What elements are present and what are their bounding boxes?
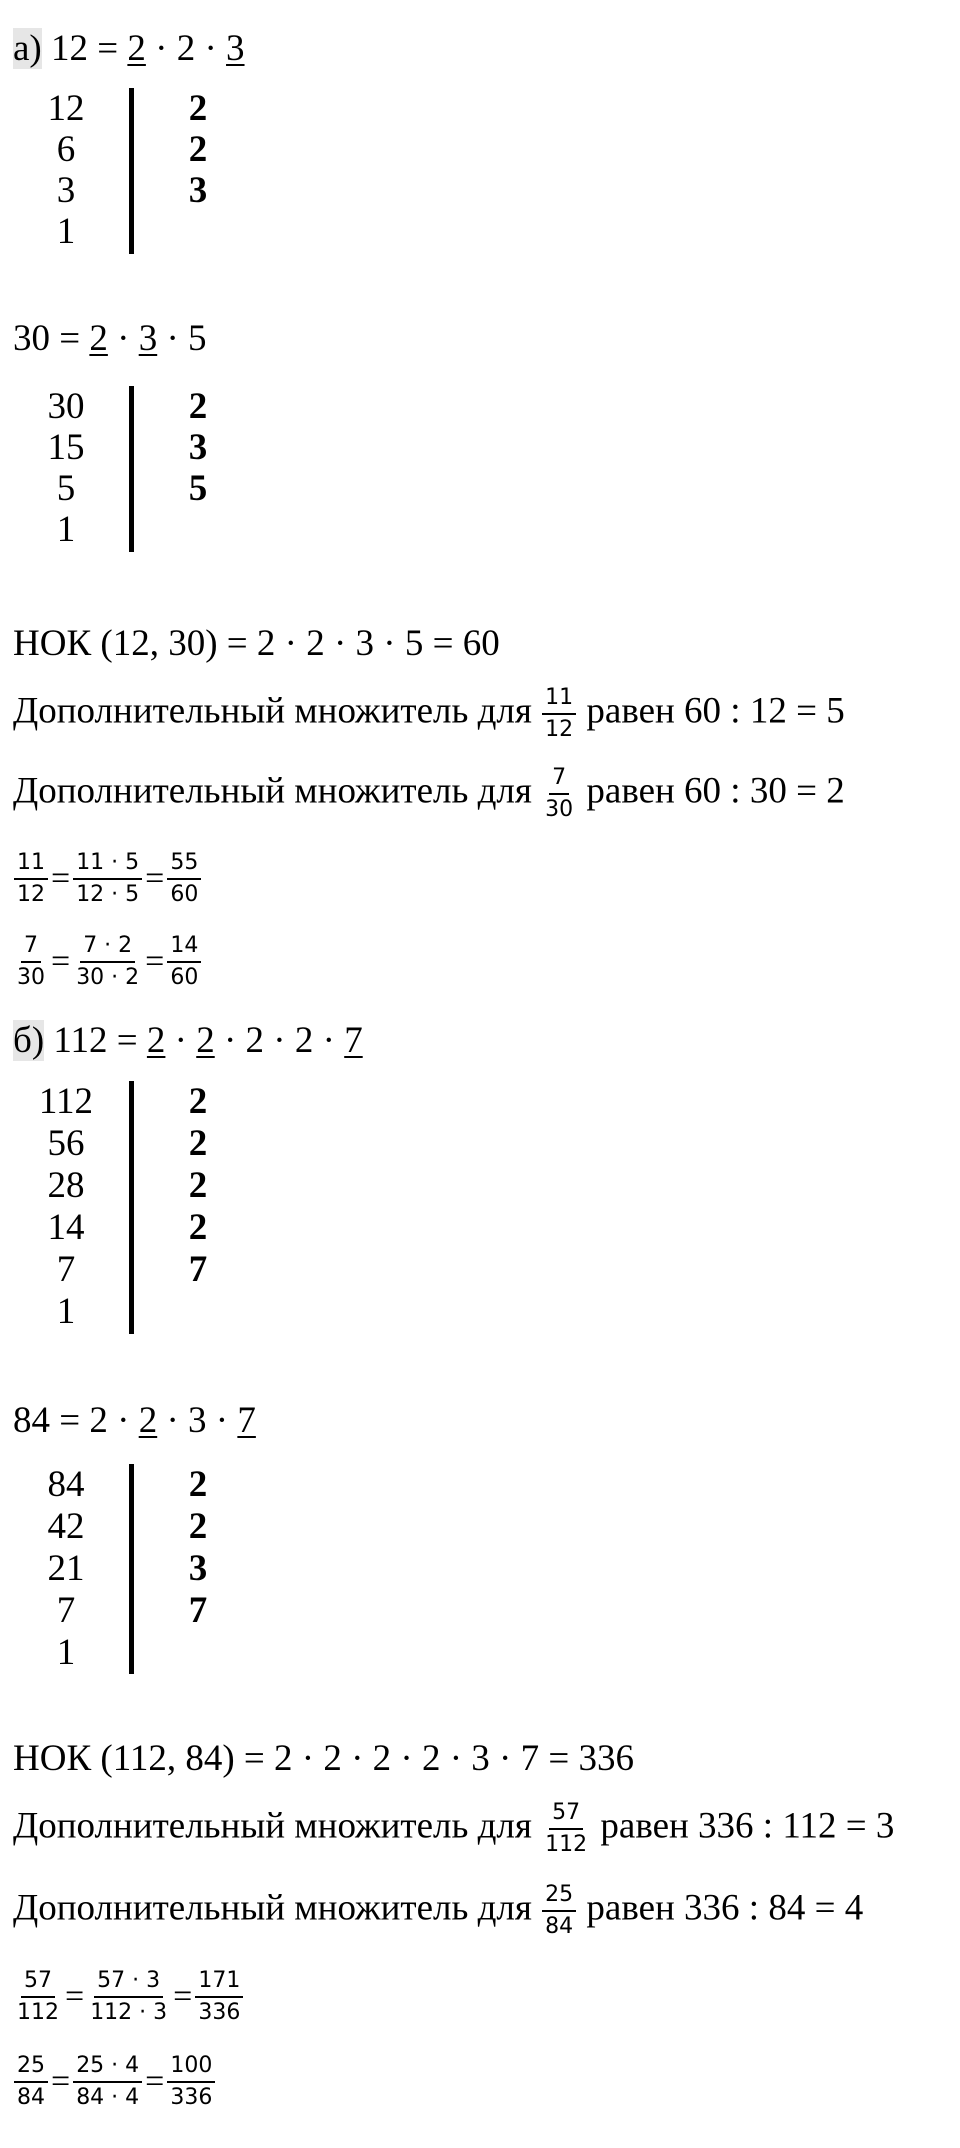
division-bar: [129, 88, 134, 254]
extra-factor-11-12: Дополнительный множитель для $\frac{11}{12}$ равен 60 : 12 = 5: [13, 685, 845, 742]
part-a-label: а): [13, 28, 42, 69]
equation-7-30: $\frac{7}{30}$ = $\frac{7 \cdot 2}{30 \cdot 2}$ = $\frac{14}{60}$: [13, 933, 202, 991]
division-table-12: 12 6 3 1 2 2 3: [47, 88, 208, 252]
factorization-30: 30 = 2 · 3 · 5: [13, 318, 207, 359]
division-table-112: 112 56 28 14 7 1 2 2 2 2 7: [38, 1081, 208, 1332]
equation-25-84: $\frac{25}{84}$ = $\frac{25 \cdot 4}{84 \cdot 4}$ = $\frac{100}{336}$: [13, 2053, 216, 2111]
factorization-112: б) 112 = 2 · 2 · 2 · 2 · 7: [13, 1020, 363, 1061]
division-bar: [129, 1464, 134, 1674]
factorization-84: 84 = 2 · 2 · 3 · 7: [13, 1400, 256, 1441]
fraction: $\frac{7}{30}$: [545, 765, 574, 822]
equation-11-12: $\frac{11}{12}$ = $\frac{11 \cdot 5}{12 \cdot 5}$ = $\frac{55}{60}$: [13, 850, 202, 908]
extra-factor-57-112: Дополнительный множитель для $\frac{57}{112}$ равен 336 : 112 = 3: [13, 1800, 895, 1857]
lcm-12-30: НОК (12, 30) = 2 · 2 · 3 · 5 = 60: [13, 623, 500, 664]
equation-57-112: $\frac{57}{112}$ = $\frac{57 \cdot 3}{112 \cdot 3}$ = $\frac{171}{336}$: [13, 1968, 244, 2026]
extra-factor-25-84: Дополнительный множитель для $\frac{25}{84}$ равен 336 : 84 = 4: [13, 1882, 864, 1939]
lcm-112-84: НОК (112, 84) = 2 · 2 · 2 · 2 · 3 · 7 = 336: [13, 1738, 634, 1779]
division-table-30: 30 15 5 1 2 3 5: [47, 386, 208, 550]
fraction: $\frac{11}{12}$: [542, 685, 576, 743]
division-bar: [129, 386, 134, 552]
part-b-label: б): [13, 1020, 45, 1061]
factorization-12: а) 12 = 2 · 2 · 3: [13, 28, 245, 69]
extra-factor-7-30: Дополнительный множитель для $\frac{7}{30}$ равен 60 : 30 = 2: [13, 765, 845, 822]
division-bar: [129, 1081, 134, 1334]
division-table-84: 84 42 21 7 1 2 2 3 7: [47, 1464, 208, 1673]
fraction: $\frac{57}{112}$: [545, 1800, 588, 1857]
fraction: $\frac{25}{84}$: [542, 1882, 576, 1940]
